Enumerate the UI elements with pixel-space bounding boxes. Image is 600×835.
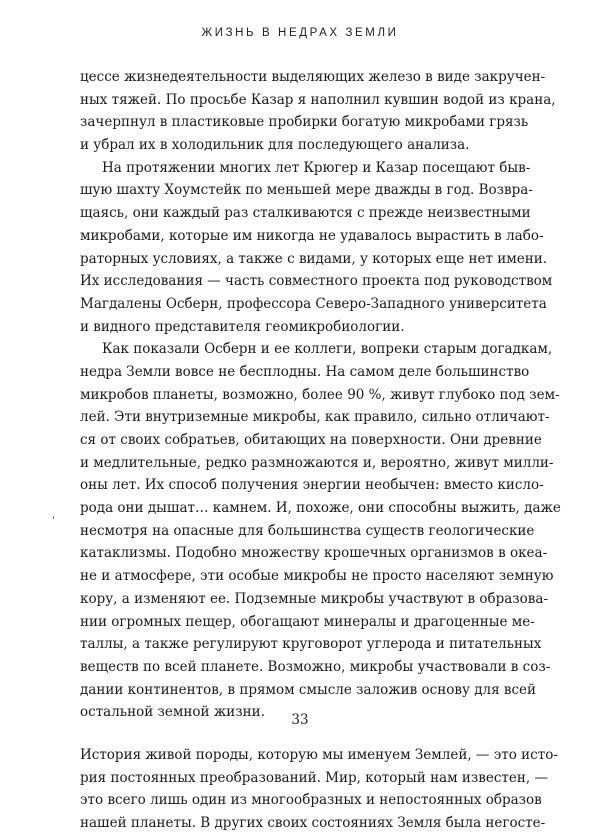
text-line: нии огромных пещер, обогащают минералы и драгоценные ме- xyxy=(80,613,535,630)
paragraph xyxy=(80,157,553,339)
text-line: цессе жизнедеятельности выделяющих железо в виде закручен- xyxy=(80,69,546,85)
text-line: раторных условиях, а также с видами, у которых еще нет имени. xyxy=(80,250,548,267)
text-line: это всего лишь один из многообразных и непостоянных образов xyxy=(80,792,542,809)
paragraph xyxy=(80,744,558,835)
text-line: На протяжении многих лет Крюгер и Казар посещают быв- xyxy=(102,159,531,176)
text-line: таллы, а также регулируют круговорот углерода и питательных xyxy=(80,636,542,653)
text-line: недра Земли вовсе не бесплодны. На самом деле большинство xyxy=(80,363,530,380)
text-line: несмотря на опасные для большинства существ геологические xyxy=(80,522,535,539)
text-line: Магдалены Осберн, профессора Северо-Западного университета xyxy=(80,295,547,312)
text-line: нашей планеты. В других своих состояниях Земля была негосте- xyxy=(80,815,546,831)
text-line: лей. Эти внутриземные микробы, как правило, сильно отличают- xyxy=(80,409,550,426)
text-line: Как показали Осберн и ее коллеги, вопреки старым догадкам, xyxy=(102,341,553,358)
text-line: щаясь, они каждый раз сталкиваются с прежде неизвестными xyxy=(80,205,531,222)
margin-mark xyxy=(53,516,54,519)
text-line: и убрал их в холодильник для последующего анализа. xyxy=(80,137,470,154)
text-line: рода они дышат… камнем. И, похоже, они способны выжить, даже xyxy=(80,500,561,517)
text-line: и видного представителя геомикробиологии. xyxy=(80,318,405,335)
text-line: зачерпнул в пластиковые пробирки богатую микробами грязь xyxy=(80,114,529,131)
text-line: История живой породы, которую мы именуем Землей, — это исто- xyxy=(80,746,558,763)
text-line: дании континентов, в прямом смысле заложив основу для всей xyxy=(80,681,537,698)
paragraph xyxy=(80,66,556,157)
text-line: кору, а изменяют ее. Подземные микробы участвуют в образова- xyxy=(80,590,549,607)
text-line: катаклизмы. Подобно множеству крошечных организмов в океа- xyxy=(80,545,548,562)
running-header: ЖИЗНЬ В НЕДРАХ ЗЕМЛИ xyxy=(201,27,399,39)
paragraph xyxy=(80,338,561,724)
text-line: шую шахту Хоумстейк по меньшей мере дважды в год. Возвра- xyxy=(80,182,533,199)
text-line: ных тяжей. По просьбе Казар я наполнил кувшин водой из крана, xyxy=(80,91,556,108)
text-line: оны лет. Их способ получения энергии необычен: вместо кисло- xyxy=(80,477,544,494)
page-number: 33 xyxy=(291,712,309,728)
text-line: веществ по всей планете. Возможно, микробы участвовали в соз- xyxy=(80,658,551,675)
text-line: не и атмосфере, эти особые микробы не просто населяют земную xyxy=(80,568,554,585)
text-line: остальной земной жизни. xyxy=(80,704,265,721)
text-line: микробов планеты, возможно, более 90 %, живут глубоко под зем- xyxy=(80,386,560,403)
text-line: Их исследования — часть совместного проекта под руководством xyxy=(80,273,553,290)
text-line: микробами, которые им никогда не удавалось вырастить в лабо- xyxy=(80,227,544,244)
text-line: рия постоянных преобразований. Мир, который нам известен, — xyxy=(80,769,548,786)
text-line: и медлительные, редко размножаются и, вероятно, живут милли- xyxy=(80,454,554,471)
text-line: ся от своих собратьев, обитающих на поверхности. Они древние xyxy=(80,432,542,448)
